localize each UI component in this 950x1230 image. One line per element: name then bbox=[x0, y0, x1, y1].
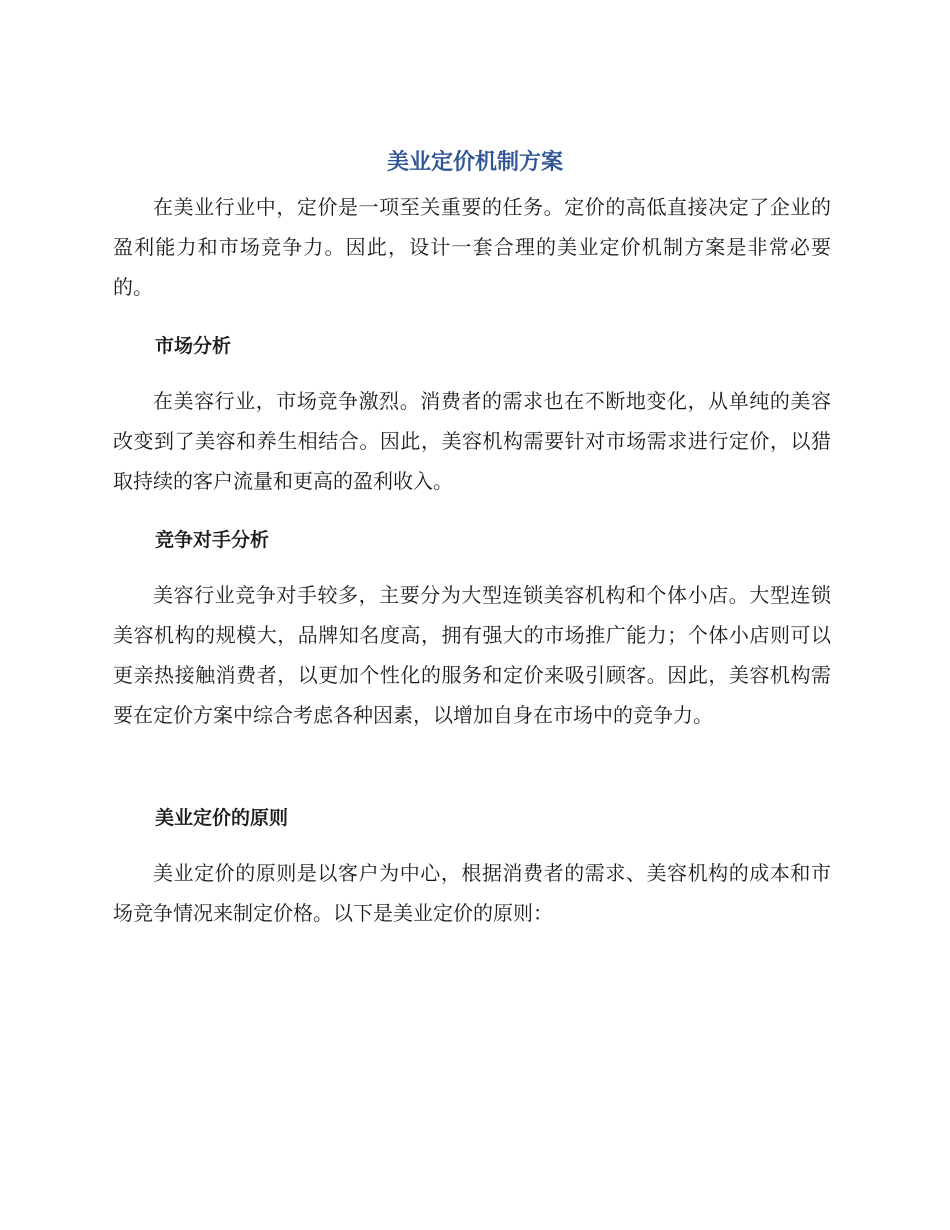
section-body-competitor-analysis: 美容行业竞争对手较多，主要分为大型连锁美容机构和个体小店。大型连锁美容机构的规模大，品牌知名度高，拥有强大的市场推广能力；个体小店则可以更亲热接触消费者，以更加个性化的服务和定价来吸引顾客。因此，美容机构需要在定价方案中综合考虑各种因素，以增加自身在市场中的竞争力。 bbox=[113, 583, 831, 727]
section-body-market-analysis: 在美容行业，市场竞争激烈。消费者的需求也在不断地变化，从单纯的美容改变到了美容和养生相结合。因此，美容机构需要针对市场需求进行定价，以猎取持续的客户流量和更高的盈利收入。 bbox=[113, 389, 831, 493]
intro-paragraph: 在美业行业中，定价是一项至关重要的任务。定价的高低直接决定了企业的盈利能力和市场竞争力。因此，设计一套合理的美业定价机制方案是非常必要的。 bbox=[113, 195, 831, 299]
section-heading-market-analysis: 市场分析 bbox=[155, 335, 232, 357]
section-heading-pricing-principles: 美业定价的原则 bbox=[155, 807, 289, 829]
section-heading-competitor-analysis: 竞争对手分析 bbox=[155, 529, 270, 551]
section-body-pricing-principles: 美业定价的原则是以客户为中心，根据消费者的需求、美容机构的成本和市场竞争情况来制定价格。以下是美业定价的原则： bbox=[113, 861, 831, 925]
document-title: 美业定价机制方案 bbox=[386, 150, 563, 175]
